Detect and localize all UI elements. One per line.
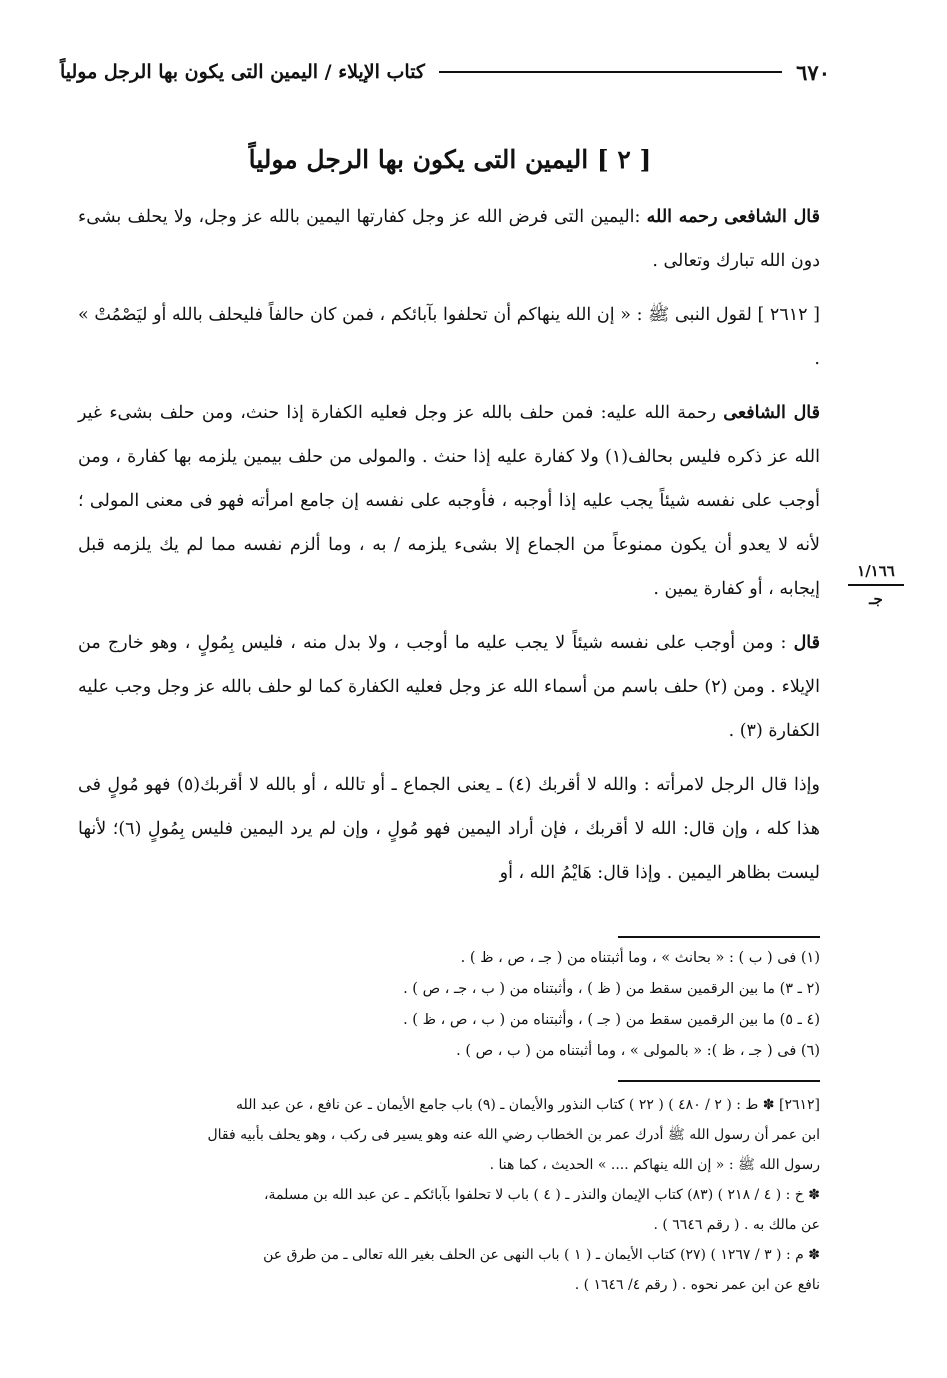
speaker-label: قال الشافعى رحمه الله [646,207,820,227]
header-rule [439,71,782,73]
paragraph-text: :اليمين التى فرض الله عز وجل كفارتها اليمين بالله عز وجل، ولا يحلف بشىء دون الله تبارك وتعالى . [78,207,820,271]
takhrij-line: ✽ خ : ( ٤ / ٢١٨ ) (٨٣) كتاب الإيمان والنذر ـ ( ٤ ) باب لا تحلفوا بآبائكم ـ عن عبد الله بن مسلمة، [263,1187,820,1203]
page-number: ٦٧٠ [796,59,830,85]
paragraph-3 [78,391,820,611]
main-text [78,195,820,905]
running-header [60,52,830,92]
paragraph-2 [78,293,820,381]
folio-rule [848,584,904,586]
takhrij-line: [٢٦١٢] ✽ ط : ( ٢ / ٤٨٠ ) ( ٢٢ ) كتاب النذور والأيمان ـ (٩) باب جامع الأيمان ـ عن نافع ، عن عبد الله [236,1097,820,1113]
section-title: [ ٢ ] اليمين التى يكون بها الرجل مولياً [248,145,652,174]
takhrij-line: ابن عمر أن رسول الله ﷺ أدرك عمر بن الخطاب رضي الله عنه وهو يسير فى ركب ، وهو يحلف بأبيه فقال [207,1127,820,1143]
paragraph-1 [78,195,820,283]
takhrij-line: عن مالك به . ( رقم ٦٦٤٦ ) . [653,1217,820,1233]
takhrij-notes [78,1090,820,1300]
paragraph-5 [78,763,820,895]
margin-folio-note [848,560,904,610]
paragraph-text: وإذا قال الرجل لامرأته : والله لا أقربك (٤) ـ يعنى الجماع ـ أو تالله ، أو بالله لا أقربك(٥) فهو مُولٍ فى هذا كله ، وإن قال: الله لا أقربك ، فإن أراد اليمين فهو مُولٍ ، وإن لم يرد اليمين فليس بِمُولٍ (٦)؛ لأنها ليست بظاهر اليمين . وإذا قال: هَايْمُ الله ، أو [78,775,820,883]
manuscript-siglum: جـ [869,590,883,608]
speaker-label: قال الشافعى [723,403,820,423]
folio-number: ١/١٦٦ [857,562,895,580]
paragraph-text: رحمة الله عليه: فمن حلف بالله عز وجل فعليه الكفارة إذا حنث، ومن حلف بشىء غير الله عز ذكره فليس بحالف(١) ولا كفارة عليه إذا حنث . والمولى من حلف بيمين يلزمه بها كفارة ، ومن أوجب على نفسه شيئاً يجب عليه إذا أوجبه ، فأوجبه على نفسه إن جامع امرأته فهو فى معنى المولى ؛ لأنه لا يعدو أن يكون ممنوعاً من الجماع إلا بشىء يلزمه / به ، وما ألزم نفسه مما لم يك يلزمه قبل إيجابه ، أو كفارة يمين . [78,403,820,599]
footnote: (١) فى ( ب ) : « بحانث » ، وما أثبتناه من ( جـ ، ص ، ظ ) . [460,950,820,966]
takhrij-line: ✽ م : ( ٣ / ١٢٦٧ ) (٢٧) كتاب الأيمان ـ ( ١ ) باب النهى عن الحلف بغير الله تعالى ـ من طرق عن [263,1247,820,1263]
footnote: (٦) فى ( جـ ، ظ ): « بالمولى » ، وما أثبتناه من ( ب ، ص ) . [456,1043,820,1059]
takhrij-line: رسول الله ﷺ : « إن الله ينهاكم .... » الحديث ، كما هنا . [489,1157,820,1173]
variant-footnotes [300,943,820,1067]
speaker-label: قال [793,633,820,653]
paragraph-4 [78,621,820,753]
takhrij-rule [618,1080,820,1082]
takhrij-line: نافع عن ابن عمر نحوه . ( رقم ٤/ ١٦٤٦ ) . [574,1277,820,1293]
running-title: كتاب الإيلاء / اليمين التى يكون بها الرجل مولياً [60,61,425,83]
footnote: (٢ ـ ٣) ما بين الرقمين سقط من ( ظ ) ، وأثبتناه من ( ب ، جـ ، ص ) . [403,981,820,997]
hadith-text: [ ٢٦١٢ ] لقول النبى ﷺ : « إن الله ينهاكم أن تحلفوا بآبائكم ، فمن كان حالفاً فليحلف بالله أو ليَصْمُتْ » . [78,305,820,369]
footnote: (٤ ـ ٥) ما بين الرقمين سقط من ( جـ ) ، وأثبتناه من ( ب ، ص ، ظ ) . [403,1012,820,1028]
footnote-rule [618,936,820,938]
paragraph-text: : ومن أوجب على نفسه شيئاً لا يجب عليه ما أوجب ، ولا بدل منه ، فليس بِمُولٍ ، وهو خارج من الإيلاء . ومن (٢) حلف باسم من أسماء الله عز وجل فعليه الكفارة كما لو حلف بالله عز وجل وجب عليه الكفارة (٣) . [78,633,820,741]
